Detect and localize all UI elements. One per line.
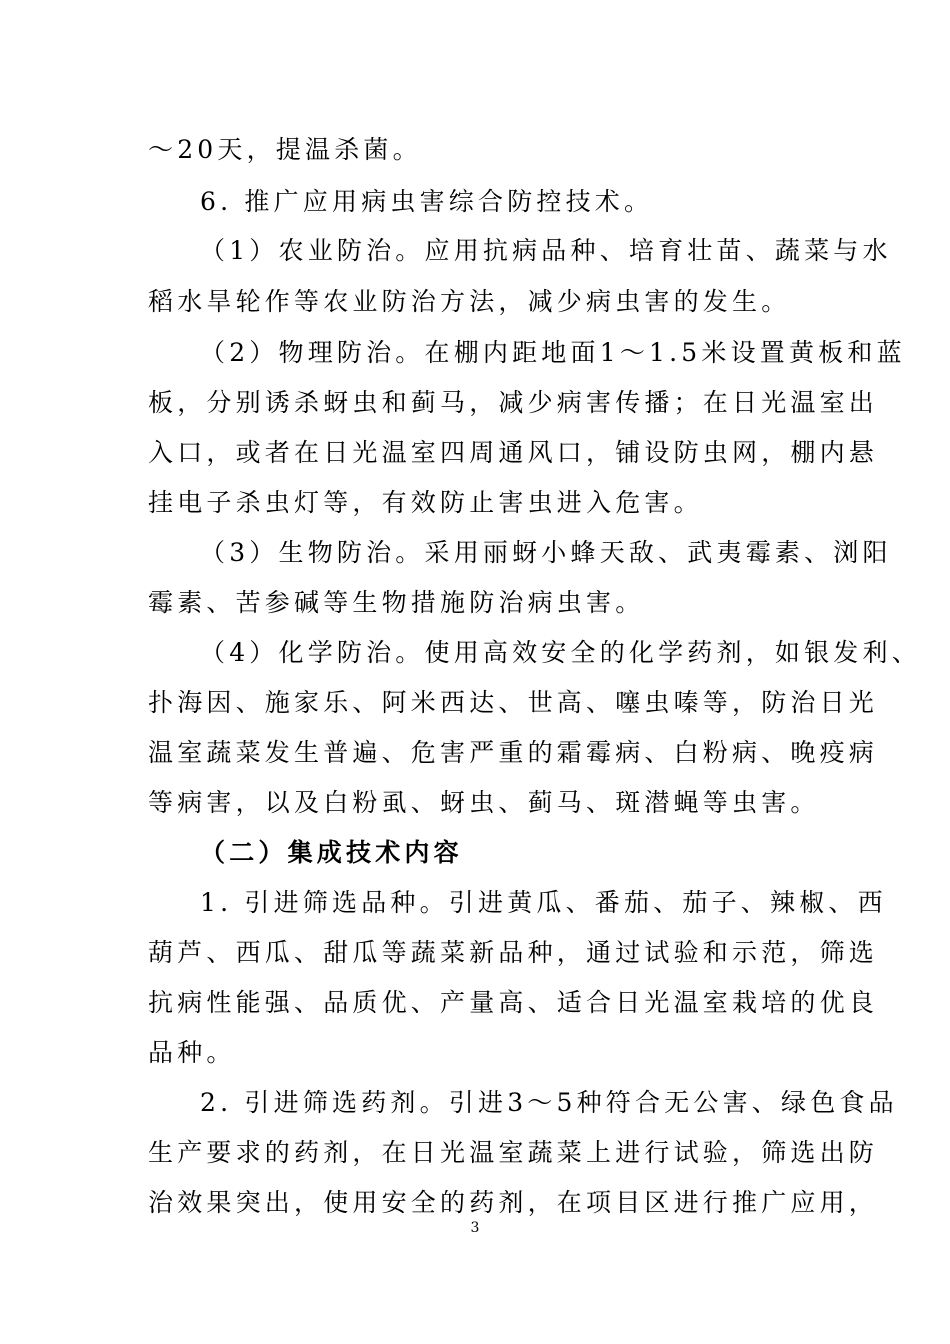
text-line: 品种。 — [148, 1038, 236, 1067]
text-line: （1）农业防治。应用抗病品种、培育壮苗、蔬菜与水 — [200, 236, 892, 265]
text-line: 治效果突出，使用安全的药剂，在项目区进行推广应用， — [148, 1188, 879, 1217]
text-line: 温室蔬菜发生普遍、危害严重的霜霉病、白粉病、晚疫病 — [148, 738, 879, 767]
text-line: （3）生物防治。采用丽蚜小蜂天敌、武夷霉素、浏阳 — [200, 538, 892, 567]
text-line: （2）物理防治。在棚内距地面1～1.5米设置黄板和蓝 — [200, 338, 906, 367]
text-line: 生产要求的药剂，在日光温室蔬菜上进行试验，筛选出防 — [148, 1138, 879, 1167]
text-line: 板，分别诱杀蚜虫和蓟马，减少病害传播；在日光温室出 — [148, 388, 879, 417]
text-line: 葫芦、西瓜、甜瓜等蔬菜新品种，通过试验和示范，筛选 — [148, 938, 879, 967]
text-line: 挂电子杀虫灯等，有效防止害虫进入危害。 — [148, 488, 703, 517]
page-number: 3 — [470, 1220, 480, 1236]
text-line: 2. 引进筛选药剂。引进3～5种符合无公害、绿色食品 — [200, 1088, 898, 1117]
text-line: 1. 引进筛选品种。引进黄瓜、番茄、茄子、辣椒、西 — [200, 888, 887, 917]
text-line: 霉素、苦参碱等生物措施防治病虫害。 — [148, 588, 645, 617]
text-line: 入口，或者在日光温室四周通风口，铺设防虫网，棚内悬 — [148, 438, 879, 467]
section-heading: （二）集成技术内容 — [200, 838, 463, 867]
text-line: 扑海因、施家乐、阿米西达、世高、噻虫嗪等，防治日光 — [148, 688, 879, 717]
text-line: 等病害，以及白粉虱、蚜虫、蓟马、斑潜蝇等虫害。 — [148, 788, 820, 817]
text-line: 6. 推广应用病虫害综合防控技术。 — [200, 187, 654, 216]
text-line: ～20天，提温杀菌。 — [148, 135, 422, 164]
text-line: 稻水旱轮作等农业防治方法，减少病虫害的发生。 — [148, 287, 791, 316]
text-line: （4）化学防治。使用高效安全的化学药剂，如银发利、 — [200, 638, 921, 667]
text-line: 抗病性能强、品质优、产量高、适合日光温室栽培的优良 — [148, 988, 879, 1017]
